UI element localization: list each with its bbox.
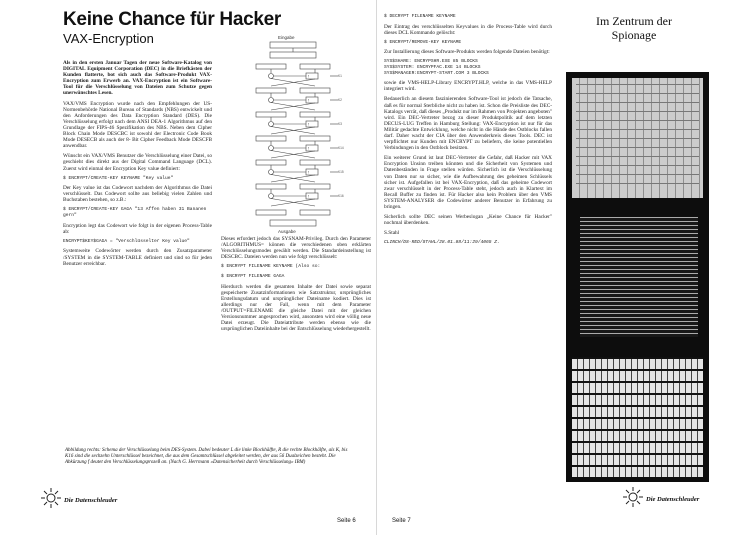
svg-text:K16: K16 (338, 194, 344, 198)
paragraph: Hierdurch werden die gesamten Inhalte der Datei sowie separat gespeicherte Zusatzinformationen wie Satzstruktur, ursprüngliches Erstellungsdatum und ursprünglicher Dateiname kodiert. Dies ist allerdings nur der Fall, wenn mit dem Parameter /OUTPUT=FILENAME die gleiche Datei mit der gleichen Versionsnummer angesprochen wird, ansonsten wird eine völlig neue Datei erzeugt. Die Dateiattribute werden ebenso wie die ursprünglichen Dateiinhalte bei der Entschlüsselung wiederhergestellt. (221, 283, 371, 333)
left-text-column (63, 60, 212, 271)
right-text-column (384, 14, 552, 246)
publication-logo: Die Datenschleuder (646, 496, 700, 503)
paragraph: Dieses erfordert jedoch das SYSNAM-Privileg. Durch den Parameter /ALGORITHMUS= können die verschiedenen oben erklärten Verschlüsselungsmodes gewählt werden. Die Standardeinstellung ist DESCBC. Dateien werden nun wie folgt verschlüsselt: (221, 236, 371, 261)
code-line: $ ENCRYPT FILENAME KEYNAME (Also so: (221, 264, 321, 270)
page-gutter (376, 0, 377, 535)
photo-title: Im Zentrum der Spionage (596, 14, 672, 42)
svg-text:f: f (308, 74, 309, 79)
code-line: ENCRYPT$KEY$GAGA = "Verschlüsselter Key value" (63, 238, 190, 244)
paragraph: Der Eintrag des verschlüsselten Keyvalues in die Process-Table wird durch dieses DCL Kommando gelöscht: (384, 23, 552, 36)
svg-text:f: f (308, 98, 309, 103)
svg-text:K3: K3 (338, 122, 342, 126)
paragraph: Systemweite Codewörter werden durch den Zusatzparameter /SYSTEM in die SYSTEM-TABLE definiert und sind so für jeden Benutzer erreichbar. (63, 248, 212, 267)
svg-text:K1: K1 (338, 74, 342, 78)
code-line: $ ENCRYPT/REMOVE-KEY KEYNAME (384, 39, 462, 45)
publication-logo: Die Datenschleuder (64, 497, 118, 504)
photo-sheet-grid (576, 84, 699, 192)
paragraph: Sicherlich sollte DEC seinen Werbeslogan „Keine Chance für Hacker" nochmal überdenken. (384, 214, 552, 227)
svg-text:f: f (308, 194, 309, 199)
paragraph: Zur Installierung dieses Software-Produkts werden folgende Dateien benötigt: (384, 49, 550, 56)
intro-paragraph: Als in den ersten Januar Tagen der neue Software-Katalog von DIGITAL Equipment Corporation (DEC) in die Briefkästen der Kunden flatterte, bot sich auch das Software-Produkt VAX-Encryption zum Erwerb an. VAX-Encryption ist ein Software-Tool für die Verschlüsselung von Dateien zum Schutze gegen unerwünschtes Lesen. (63, 60, 212, 97)
paragraph: Encryption legt das Codewort wie folgt in der eigenen Process-Table ab: (63, 222, 212, 235)
diagram-output-label: Ausgabe (278, 229, 296, 234)
photo (566, 72, 709, 482)
source-line: CLINCH/DS-RED/STAHL/28.01.88/11:29/4065 Z. (384, 240, 500, 246)
paragraph: sowie die VMS-HELP-Library ENCRYPT.HLP, welche in das VMS-HELP integriert wird. (384, 80, 552, 93)
photo-sheet-bottom-rows (572, 357, 703, 477)
svg-text:K14: K14 (338, 146, 344, 150)
code-line: $ DECRYPT FILENAME KEYNAME (384, 14, 456, 19)
code-line: $ ENCRYPT/CREATE-KEY KEYNAME "Key value" (63, 175, 174, 181)
sun-logo-icon (622, 486, 644, 508)
svg-text:f: f (308, 146, 309, 151)
code-line: $ ENCRYPT/CREATE-KEY GAGA "13 Affen haben 31 Bananen gern" (63, 207, 210, 219)
svg-text:K2: K2 (338, 98, 342, 102)
author: S.Stahl (384, 230, 400, 237)
sun-logo-icon (40, 487, 62, 509)
figure-caption: Abbildung rechts: Schema der Verschlüsselung beim DES-System. Dabei bedeuter L die linke Blockhälfte, R die rechte Blockhälfte, als K, bis K16 sind die sechzehn Unterschlüssel bezeichnet, die aus dem Gesamtschlüssel abgeleitet werden, der aus 56 Dualzeichen besteht. Die Abkürzung f deutet den Verschlüsselungsprozeß an. (Nach G. Herrmann »Datensicherheit durch Verschlüsselung« IBM) (65, 448, 348, 465)
article-subtitle: VAX-Encryption (63, 31, 154, 46)
des-diagram (218, 32, 370, 234)
code-block: SYS$SHARE: ENCRYPSHR.EXE 85 BLOCKS SYS$SYSTEM: ENCRYPFAC.EXE 14 BLOCKS SYS$MANAGER:ENCRYPT-START.COM 3 BLOCKS (384, 59, 489, 76)
svg-text:f: f (308, 170, 309, 175)
middle-text-column (221, 236, 371, 336)
diagram-input-label: Eingabe (278, 35, 295, 40)
photo-sheet-middle (580, 217, 698, 337)
svg-text:f: f (308, 122, 309, 127)
page-number-left: Seite 6 (337, 518, 356, 524)
paragraph: Der Key value ist das Codewort nachdem der Algorithmus die Datei verschlüsselt. Das Codewort sollte aus beliebig vielen Zahlen und Buchstaben bestehen, so z.B.: (63, 185, 212, 204)
page-number-right: Seite 7 (392, 518, 411, 524)
paragraph: VAX/VMS Encryption wurde nach den Empfehlungen der US-Normenbehörde National Bureau of Standards (NBS) entwickelt und den Anforderungen des Data Encryption Standard (DES). Die Verschlüsselung erfolgt nach dem ANSI DEA-1 Algorithmus auf den Grundlage der FIPS-46 Spezifikation des NBS. Neben dem Cipher Block Chain Mode DESCBC ist sowohl der Electronic Code Book Mode DESECB als auch der 8- Bit Cipher Feedback Mode DESCFB anwendbar. (63, 100, 212, 150)
svg-text:K15: K15 (338, 170, 344, 174)
code-line: $ ENCRYPT FILENAME GAGA (221, 273, 285, 279)
article-title: Keine Chance für Hacker (63, 9, 282, 30)
paragraph: Ein weiterer Grund ist laut DEC-Vertreter die Gefahr, daß Hacker mit VAX Encryption Unsinn treiben könnten und die Sicherheit von Systemen und Datenbeständen in Frage stellen würden. Sicherlich ist die Verschlüsselung von Daten nur so sicher, wie die Aufbewahrung des geheimen Schlüssels sicher ist. Aufgefallen ist bei VAX-Encryption, daß das geheime Codewort zwar verschlüsselt in der Process-Table steht, jedoch auch in Klartext im Recall Buffer zu finden ist. Für Hacker also kein Problem über den VMS SYSTEM-ANALYSER die Codewörter anderer Benutzer in Erfahrung zu bringen. (384, 155, 552, 211)
paragraph: Wünscht ein VAX/VMS Benutzer die Verschlüsselung einer Datei, so geschieht dies direkt aus der Digital Command Language (DCL). Zuerst wird einmal der Encryption Key value definiert: (63, 153, 212, 172)
paragraph: Bedauerlich an diesem faszinierenden Software-Tool ist jedoch die Tatsache, daß es für normal Sterbliche nicht zu haben ist. Schon die Preisliste des DEC-Katalogs verrät, daß dieses „Produkt nur im Rahmen von Projekten angeboten" wird. Ein DEC-Vertreter bezog zu dieser Produktpolitik auf dem letzten DECUS-LUG Treffen in Hamburg Stellung: VAX-Encryption ist nur für das Militär gedachte Entwicklung, welche nicht in die Hände des Ostblocks fallen darf. Daher wacht der CIA über den Anwenderkreis dieses Tools. DEC ist verpflichtet nur Kunden mit ENCRYPT zu beliefern, die keine potentiellen Verbindungen in den Ostblock besitzen. (384, 96, 552, 152)
